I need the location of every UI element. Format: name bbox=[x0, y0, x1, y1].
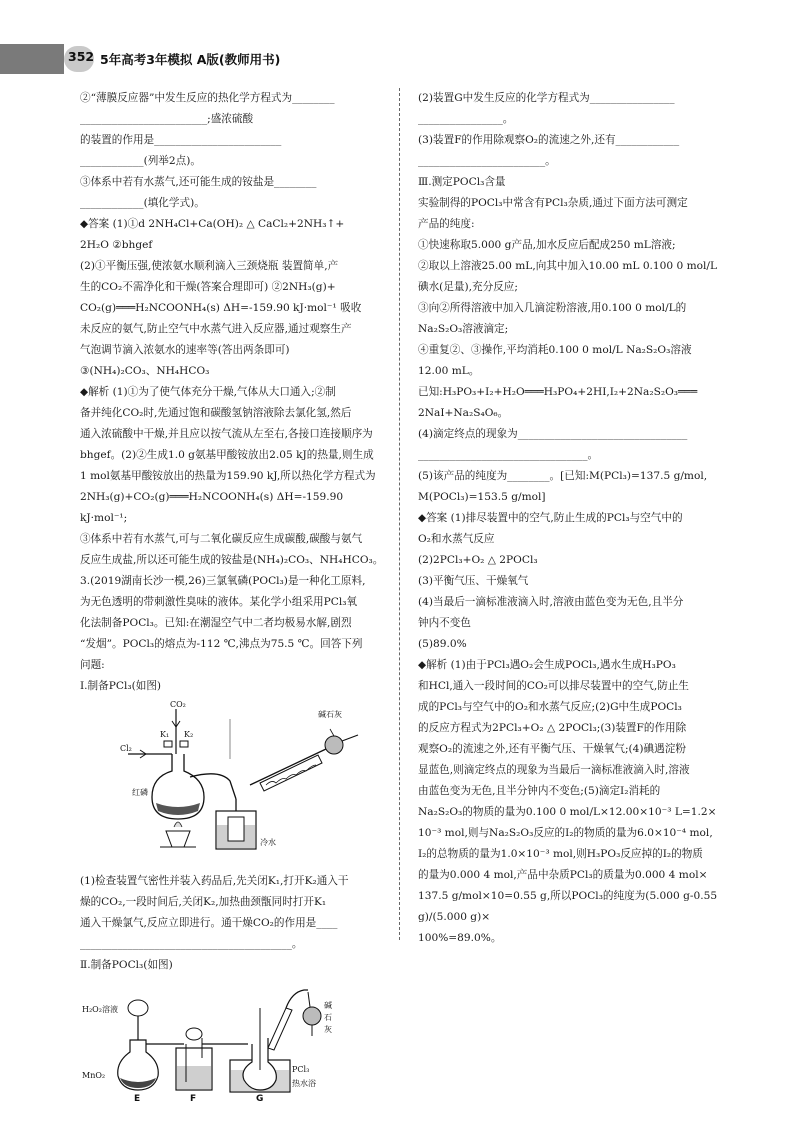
label-cl2: Cl₂ bbox=[120, 744, 132, 753]
left-line bbox=[80, 529, 386, 550]
right-text: ①快速称取5.000 g产品,加水反应后配成250 mL溶液; bbox=[418, 239, 676, 251]
answer-mark-icon: ◆ bbox=[80, 218, 89, 230]
label-soda-lime-2: 石 bbox=[324, 1013, 332, 1022]
label-k2: K₂ bbox=[184, 730, 194, 739]
apparatus-2-labels bbox=[80, 978, 380, 1103]
right-text: 实验制得的POCl₃中常含有PCl₃杂质,通过下面方法可测定 bbox=[418, 197, 688, 209]
left-text: 未反应的氨气,防止空气中水蒸气进入反应器,通过观察生产 bbox=[80, 323, 352, 335]
left-text: “发烟”。POCl₃的熔点为-112 ℃,沸点为75.5 ℃。回答下列 bbox=[80, 638, 363, 650]
right-text: ________________。 bbox=[418, 113, 514, 125]
left-b-line bbox=[80, 892, 386, 913]
right-text: I₂的总物质的量为1.0×10⁻³ mol,则H₃PO₃反应掉的I₂的物质 bbox=[418, 848, 703, 860]
right-text: 和HCl,通入一段时间的CO₂可以排尽装置中的空气,防止生 bbox=[418, 680, 689, 692]
left-b-line bbox=[80, 913, 386, 934]
book-title: 5年高考3年模拟 A版(教师用书) bbox=[100, 52, 281, 67]
right-text: 12.00 mL。 bbox=[418, 365, 480, 377]
page-number: 352 bbox=[68, 49, 95, 64]
left-text: 1 mol氨基甲酸铵放出的热量为159.90 kJ,所以热化学方程式为 bbox=[80, 470, 376, 482]
right-line bbox=[418, 508, 728, 529]
right-text: (5)89.0% bbox=[418, 638, 467, 650]
left-line bbox=[80, 109, 386, 130]
answer-mark-icon: ◆ bbox=[418, 512, 427, 524]
right-line bbox=[418, 844, 728, 865]
right-line bbox=[418, 802, 728, 823]
left-line bbox=[80, 361, 386, 382]
left-line bbox=[80, 88, 386, 109]
right-text: O₂和水蒸气反应 bbox=[418, 533, 495, 545]
right-text: (5)该产品的纯度为________。[已知:M(PCl₃)=137.5 g/mol, bbox=[418, 470, 708, 482]
left-b-line bbox=[80, 934, 386, 955]
right-text: 答案 (1)排尽装置中的空气,防止生成的PCl₃与空气中的 bbox=[426, 512, 683, 524]
right-text: Na₂S₂O₃溶液滴定; bbox=[418, 323, 509, 335]
right-text: 解析 (1)由于PCl₃遇O₂会生成POCl₃,遇水生成H₃PO₃ bbox=[426, 659, 676, 671]
right-text: Na₂S₂O₃的物质的量为0.100 0 mol/L×12.00×10⁻³ L=1.2× bbox=[418, 806, 717, 818]
label-f: F bbox=[190, 1094, 197, 1103]
left-line bbox=[80, 277, 386, 298]
right-line bbox=[418, 592, 728, 613]
left-line bbox=[80, 319, 386, 340]
left-text: 反应生成盐,所以还可能生成的铵盐是(NH₄)₂CO₃、NH₄HCO₃。 bbox=[80, 554, 384, 566]
left-line bbox=[80, 592, 386, 613]
right-line bbox=[418, 298, 728, 319]
right-text: 2NaI+Na₂S₄O₆。 bbox=[418, 407, 509, 419]
right-text: 观察O₂的流速之外,还有平衡气压、干燥氧气;(4)碘遇淀粉 bbox=[418, 743, 686, 755]
right-line bbox=[418, 655, 728, 676]
right-text: 产品的纯度: bbox=[418, 218, 475, 230]
left-line bbox=[80, 340, 386, 361]
right-line bbox=[418, 823, 728, 844]
left-b-text: 通入干燥氯气,反应立即进行。通干燥CO₂的作用是____ bbox=[80, 917, 338, 929]
right-line bbox=[418, 277, 728, 298]
right-line bbox=[418, 529, 728, 550]
label-cold-water: 冷水 bbox=[260, 838, 276, 847]
left-text: 答案 (1)①d 2NH₄Cl+Ca(OH)₂ △ CaCl₂+2NH₃↑+ bbox=[88, 218, 345, 230]
left-text: ____________(填化学式)。 bbox=[80, 197, 205, 209]
right-text: ③向②所得溶液中加入几滴淀粉溶液,用0.100 0 mol/L的 bbox=[418, 302, 687, 314]
left-b-text: Ⅱ.制备POCl₃(如图) bbox=[80, 959, 173, 971]
right-column bbox=[418, 88, 728, 949]
right-text: 由蓝色变为无色,且半分钟内不变色;(5)滴定I₂消耗的 bbox=[418, 785, 661, 797]
right-line bbox=[418, 676, 728, 697]
left-b-text: ________________________________________。 bbox=[80, 938, 303, 950]
left-text-block-2 bbox=[80, 871, 386, 976]
left-b-text: 燥的CO₂,一段时间后,关闭K₂,加热曲颈甑同时打开K₁ bbox=[80, 896, 327, 908]
left-b-line bbox=[80, 871, 386, 892]
left-line bbox=[80, 256, 386, 277]
right-text: (3)平衡气压、干燥氧气 bbox=[418, 575, 529, 587]
right-text: 成的PCl₃与空气中的O₂和水蒸气反应;(2)G中生成POCl₃ bbox=[418, 701, 682, 713]
right-text: (2)2PCl₃+O₂ △ 2POCl₃ bbox=[418, 554, 538, 566]
left-line bbox=[80, 571, 386, 592]
label-k1: K₁ bbox=[160, 730, 170, 739]
left-line bbox=[80, 130, 386, 151]
left-line bbox=[80, 655, 386, 676]
left-line bbox=[80, 193, 386, 214]
left-b-text: (1)检查装置气密性并装入药品后,先关闭K₁,打开K₂通入干 bbox=[80, 875, 349, 887]
right-line bbox=[418, 445, 728, 466]
right-text: (4)滴定终点的现象为________________________________ bbox=[418, 428, 688, 440]
left-text: 备并纯化CO₂时,先通过饱和碳酸氢钠溶液除去氯化氢,然后 bbox=[80, 407, 352, 419]
right-line bbox=[418, 382, 728, 403]
right-line bbox=[418, 193, 728, 214]
column-divider bbox=[399, 88, 400, 940]
right-text: (3)装置F的作用除观察O₂的流速之外,还有____________ bbox=[418, 134, 680, 146]
left-text: 问题: bbox=[80, 659, 105, 671]
label-soda-lime: 碱石灰 bbox=[318, 710, 342, 719]
left-text: ③体系中若有水蒸气,还可能生成的铵盐是________ bbox=[80, 176, 317, 188]
right-text: 已知:H₃PO₃+I₂+H₂O═══H₃PO₄+2HI,I₂+2Na₂S₂O₃═══ bbox=[418, 386, 698, 398]
left-line bbox=[80, 613, 386, 634]
left-text: ③体系中若有水蒸气,可与二氧化碳反应生成碳酸,碳酸与氨气 bbox=[80, 533, 363, 545]
right-line bbox=[418, 886, 728, 928]
right-text: 10⁻³ mol,则与Na₂S₂O₃反应的I₂的物质的量为6.0×10⁻⁴ mol, bbox=[418, 827, 713, 839]
right-line bbox=[418, 235, 728, 256]
label-h2o2: H₂O₂溶液 bbox=[82, 1005, 118, 1014]
right-line bbox=[418, 88, 728, 109]
explain-mark-icon: ◆ bbox=[80, 386, 89, 398]
left-text: bhgef。(2)②生成1.0 g氨基甲酸铵放出2.05 kJ的热量,则生成 bbox=[80, 449, 374, 461]
left-line bbox=[80, 445, 386, 466]
right-line bbox=[418, 214, 728, 235]
left-text-block bbox=[80, 88, 386, 697]
right-line bbox=[418, 172, 728, 193]
left-line bbox=[80, 298, 386, 319]
label-g: G bbox=[256, 1094, 264, 1103]
right-text: ________________________。 bbox=[418, 155, 556, 167]
left-line bbox=[80, 151, 386, 172]
right-line bbox=[418, 424, 728, 445]
right-line bbox=[418, 151, 728, 172]
right-line bbox=[418, 781, 728, 802]
right-line bbox=[418, 928, 728, 949]
left-b-line bbox=[80, 955, 386, 976]
right-text: 钟内不变色 bbox=[418, 617, 471, 629]
label-e: E bbox=[134, 1094, 141, 1103]
left-line bbox=[80, 235, 386, 256]
right-line bbox=[418, 340, 728, 361]
left-line bbox=[80, 382, 386, 403]
label-soda-lime-3: 灰 bbox=[324, 1025, 332, 1034]
left-line bbox=[80, 466, 386, 487]
left-text: ________________________;盛浓硫酸 bbox=[80, 113, 254, 125]
left-line bbox=[80, 214, 386, 235]
apparatus-1-labels bbox=[80, 699, 380, 869]
left-text: 气泡调节滴入浓氨水的速率等(答出两条即可) bbox=[80, 344, 290, 356]
right-text: (4)当最后一滴标准液滴入时,溶液由蓝色变为无色,且半分 bbox=[418, 596, 684, 608]
right-line bbox=[418, 487, 728, 508]
figure-pocl3-apparatus bbox=[80, 978, 386, 1103]
left-text: 化法制备POCl₃。已知:在潮湿空气中二者均极易水解,剧烈 bbox=[80, 617, 352, 629]
right-line bbox=[418, 571, 728, 592]
right-line bbox=[418, 634, 728, 655]
left-column bbox=[80, 88, 386, 1105]
right-line bbox=[418, 739, 728, 760]
left-text: 2H₂O ②bhgef bbox=[80, 239, 153, 251]
left-line bbox=[80, 550, 386, 571]
left-text: ③(NH₄)₂CO₃、NH₄HCO₃ bbox=[80, 365, 210, 377]
label-mno2: MnO₂ bbox=[82, 1071, 106, 1080]
explain-mark-icon: ◆ bbox=[418, 659, 427, 671]
left-text: ____________(列举2点)。 bbox=[80, 155, 201, 167]
right-line bbox=[418, 130, 728, 151]
right-text: (2)装置G中发生反应的化学方程式为________________ bbox=[418, 92, 675, 104]
left-text: CO₂(g)═══H₂NCOONH₄(s) ΔH=-159.90 kJ·mol⁻¹ 吸收 bbox=[80, 302, 362, 314]
left-line bbox=[80, 487, 386, 529]
left-text: 3.(2019湖南长沙一模,26)三氯氧磷(POCl₃)是一种化工原料, bbox=[80, 575, 366, 587]
right-text: ④重复②、③操作,平均消耗0.100 0 mol/L Na₂S₂O₃溶液 bbox=[418, 344, 692, 356]
left-line bbox=[80, 172, 386, 193]
left-line bbox=[80, 424, 386, 445]
right-text: M(POCl₃)=153.5 g/mol] bbox=[418, 491, 546, 503]
left-text: 为无色透明的带刺激性臭味的液体。某化学小组采用PCl₃氧 bbox=[80, 596, 358, 608]
left-line bbox=[80, 634, 386, 655]
right-text: 的反应方程式为2PCl₃+O₂ △ 2POCl₃;(3)装置F的作用除 bbox=[418, 722, 687, 734]
right-text: ②取以上溶液25.00 mL,向其中加入10.00 mL 0.100 0 mol/L bbox=[418, 260, 718, 272]
right-text: 137.5 g/mol×10=0.55 g,所以POCl₃的纯度为(5.000 g-0.55 g)/(5.000 g)× bbox=[418, 890, 721, 923]
right-text: ________________________________。 bbox=[418, 449, 599, 461]
right-line bbox=[418, 466, 728, 487]
right-line bbox=[418, 550, 728, 571]
left-text: 解析 (1)①为了使气体充分干燥,气体从大口通入;②制 bbox=[88, 386, 336, 398]
label-hot-water-bath: 热水浴 bbox=[292, 1079, 316, 1088]
left-text: 通入浓硫酸中干燥,并且应以按气流从左至右,各接口连接顺序为 bbox=[80, 428, 373, 440]
left-line bbox=[80, 403, 386, 424]
right-line bbox=[418, 361, 728, 382]
right-text-block bbox=[418, 88, 728, 949]
right-line bbox=[418, 256, 728, 277]
right-line bbox=[418, 865, 728, 886]
left-text: (2)①平衡压强,使浓氨水顺利滴入三颈烧瓶 装置简单,产 bbox=[80, 260, 339, 272]
right-text: 100%=89.0%。 bbox=[418, 932, 502, 944]
right-line bbox=[418, 403, 728, 424]
right-line bbox=[418, 760, 728, 781]
figure-pcl3-apparatus bbox=[80, 699, 386, 869]
label-co2: CO₂ bbox=[170, 700, 186, 709]
left-text: 生的CO₂不需净化和干燥(答案合理即可) ②2NH₃(g)+ bbox=[80, 281, 336, 293]
right-line bbox=[418, 718, 728, 739]
right-line bbox=[418, 613, 728, 634]
left-line bbox=[80, 676, 386, 697]
left-text: 2NH₃(g)+CO₂(g)═══H₂NCOONH₄(s) ΔH=-159.90 kJ·mol⁻¹; bbox=[80, 491, 347, 524]
right-text: 碘水(足量),充分反应; bbox=[418, 281, 518, 293]
left-text: 的装置的作用是________________________ bbox=[80, 134, 282, 146]
right-line bbox=[418, 697, 728, 718]
left-text: Ⅰ.制备PCl₃(如图) bbox=[80, 680, 162, 692]
label-pcl3: PCl₃ bbox=[292, 1065, 310, 1074]
label-red-phosphorus: 红磷 bbox=[132, 788, 148, 797]
right-line bbox=[418, 319, 728, 340]
right-line bbox=[418, 109, 728, 130]
header-bar bbox=[0, 44, 64, 74]
label-soda-lime-1: 碱 bbox=[324, 1001, 332, 1010]
right-text: 的量为0.000 4 mol,产品中杂质PCl₃的质量为0.000 4 mol× bbox=[418, 869, 708, 881]
right-text: 显蓝色,则滴定终点的现象为当最后一滴标准液滴入时,溶液 bbox=[418, 764, 690, 776]
left-text: ②“薄膜反应器”中发生反应的热化学方程式为________ bbox=[80, 92, 335, 104]
right-text: Ⅲ.测定POCl₃含量 bbox=[418, 176, 506, 188]
